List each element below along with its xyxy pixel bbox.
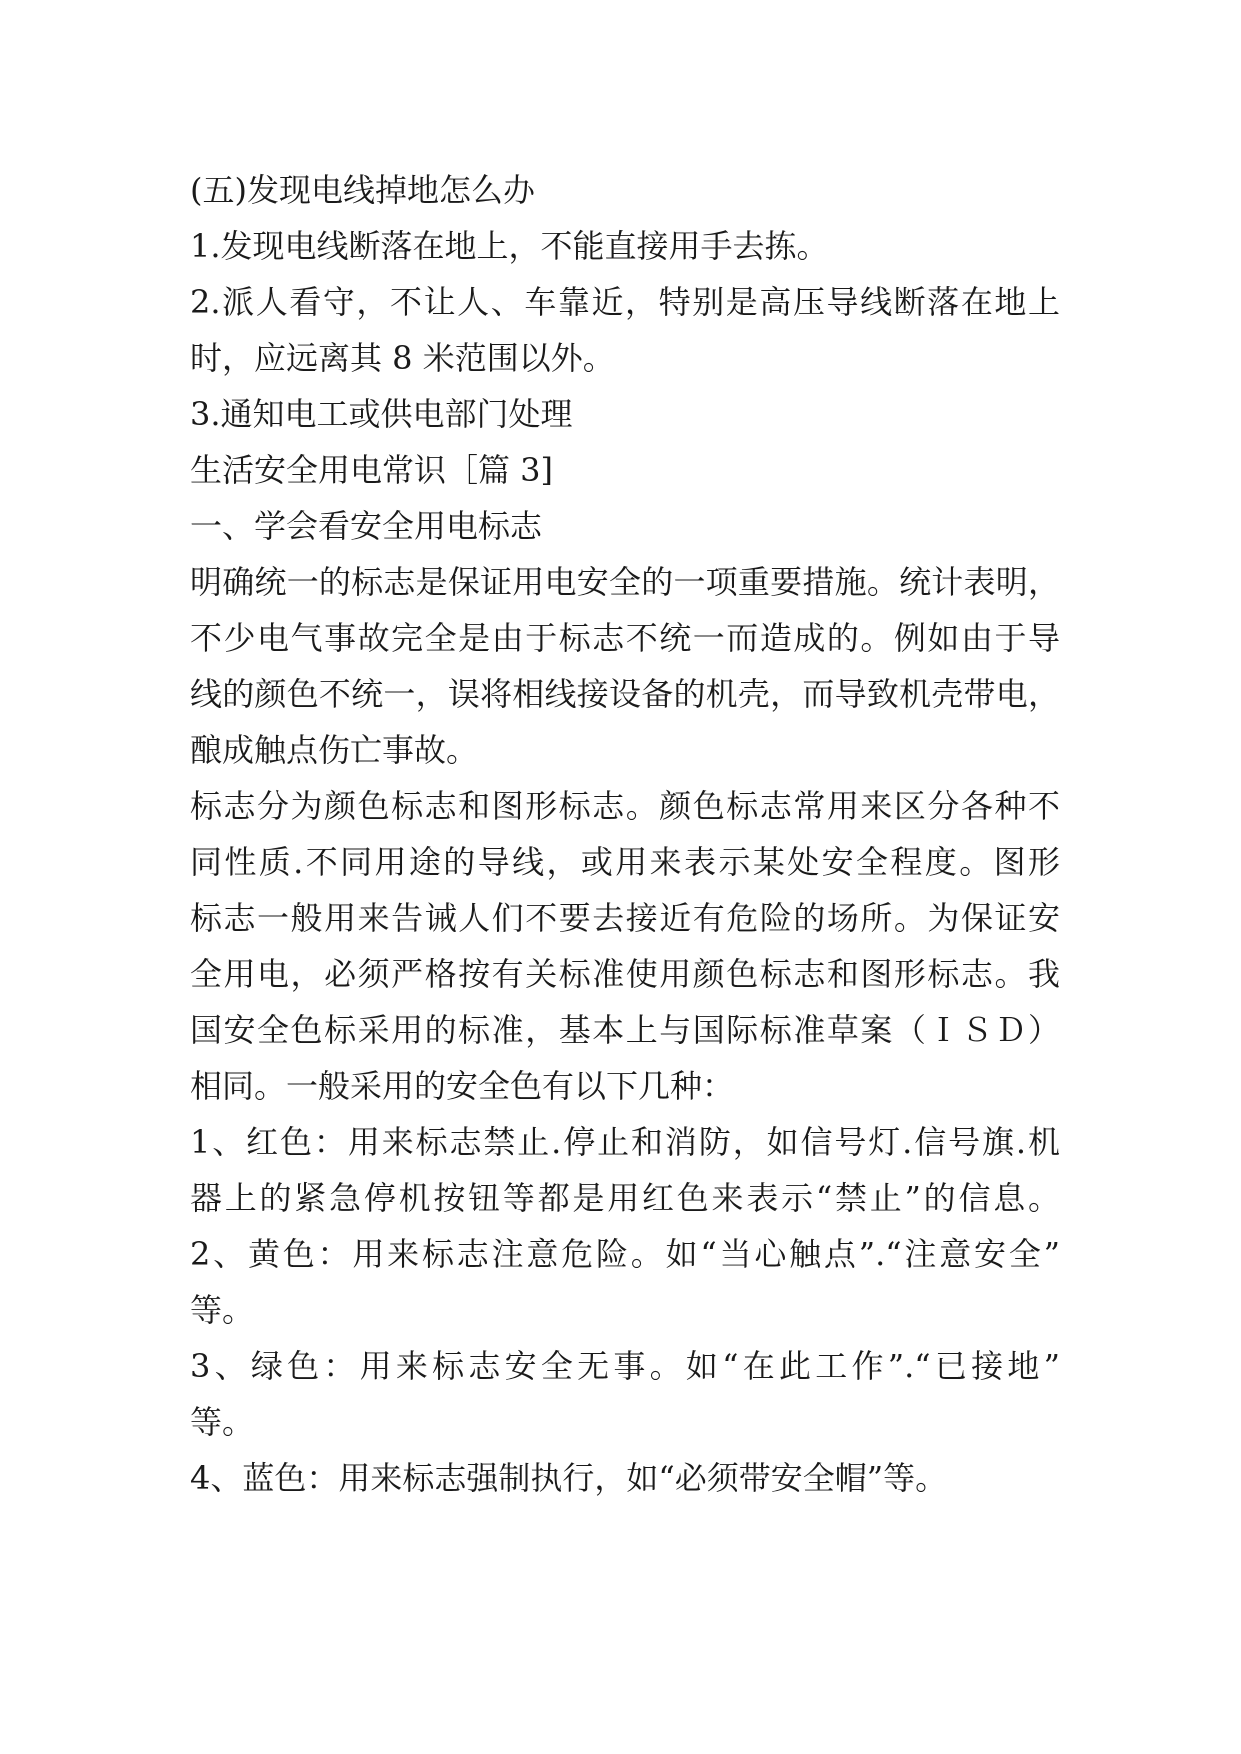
section-heading: (五)发现电线掉地怎么办	[190, 171, 535, 209]
section-heading: 一、学会看安全用电标志	[190, 507, 543, 545]
list-item-continuation: 器上的紧急停机按钮等都是用红色来表示“禁止”的信息。	[190, 1179, 1060, 1217]
list-item: 2、黄色：用来标志注意危险。如“当心触点”.“注意安全”	[190, 1235, 1060, 1273]
list-item: 4、蓝色：用来标志强制执行，如“必须带安全帽”等。	[190, 1459, 948, 1497]
list-item-continuation: 等。	[190, 1291, 255, 1329]
list-item-continuation: 等。	[190, 1403, 255, 1441]
list-item-continuation: 时，应远离其 8 米范围以外。	[190, 339, 615, 377]
paragraph-line: 酿成触点伤亡事故。	[190, 731, 479, 769]
article-title: 生活安全用电常识［篇 3]	[190, 451, 554, 489]
list-item: 1.发现电线断落在地上，不能直接用手去拣。	[190, 227, 829, 265]
paragraph-line: 全用电，必须严格按有关标准使用颜色标志和图形标志。我	[190, 955, 1060, 993]
list-item: 2.派人看守，不让人、车靠近，特别是高压导线断落在地上	[190, 283, 1060, 321]
paragraph-line: 相同。一般采用的安全色有以下几种：	[190, 1067, 735, 1105]
document-body	[190, 162, 1060, 1506]
paragraph-line: 线的颜色不统一，误将相线接设备的机壳，而导致机壳带电，	[190, 675, 1060, 713]
paragraph-line: 国安全色标采用的标准，基本上与国际标准草案（ＩＳＤ）	[190, 1011, 1060, 1049]
paragraph-line: 同性质.不同用途的导线，或用来表示某处安全程度。图形	[190, 843, 1060, 881]
list-item: 1、红色：用来标志禁止.停止和消防，如信号灯.信号旗.机	[190, 1123, 1060, 1161]
paragraph-line: 标志一般用来告诫人们不要去接近有危险的场所。为保证安	[190, 899, 1060, 937]
paragraph-line: 标志分为颜色标志和图形标志。颜色标志常用来区分各种不	[190, 787, 1060, 825]
paragraph-line: 明确统一的标志是保证用电安全的一项重要措施。统计表明，	[190, 563, 1060, 601]
list-item: 3、绿色：用来标志安全无事。如“在此工作”.“已接地”	[190, 1347, 1060, 1385]
paragraph-line: 不少电气事故完全是由于标志不统一而造成的。例如由于导	[190, 619, 1060, 657]
list-item: 3.通知电工或供电部门处理	[190, 395, 573, 433]
